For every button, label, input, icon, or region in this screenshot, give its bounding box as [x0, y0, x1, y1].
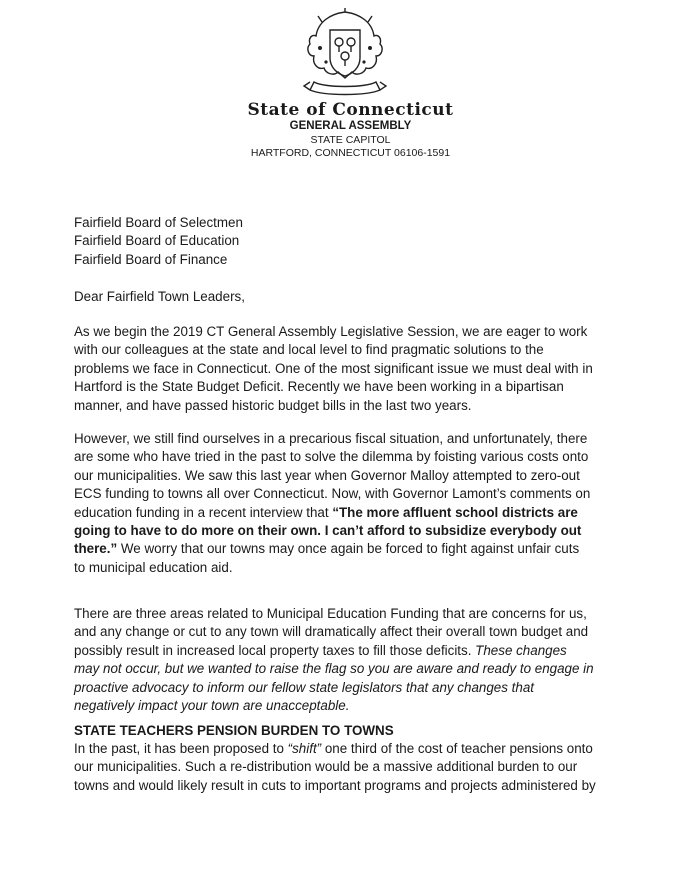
text-line	[74, 522, 614, 540]
text-line: Hartford is the State Budget Deficit. Recently we have been working in a bipartisan	[74, 379, 564, 395]
italic-segment: proactive advocacy to inform our fellow state legislators that any changes that	[74, 679, 534, 695]
text-segment: one third of the cost of teacher pensions onto	[321, 741, 593, 756]
text-line: with our colleagues at the state and local level to find pragmatic solutions to the	[74, 342, 544, 358]
text-line: are some who have tried in the past to solve the dilemma by foisting various costs onto	[74, 449, 589, 465]
section-heading: STATE TEACHERS PENSION BURDEN TO TOWNS	[74, 723, 394, 738]
paragraph-pension	[74, 740, 614, 795]
text-line: ECS funding to towns all over Connecticut. Now, with Governor Lamont’s comments on	[74, 486, 591, 502]
text-line: towns and would likely result in cuts to important programs and projects administered by	[74, 777, 596, 793]
governor-quote: going to have to do more on their own. I can’t afford to subsidize everybody out	[74, 523, 582, 539]
text-line: manner, and have passed historic budget bills in the last two years.	[74, 397, 472, 413]
text-line	[74, 697, 614, 715]
text-line	[74, 679, 614, 697]
text-line	[74, 504, 614, 522]
letterhead-address: HARTFORD, CONNECTICUT 06106-1591	[250, 147, 451, 159]
text-segment: education funding in a recent interview that	[74, 504, 333, 520]
text-segment: In the past, it has been proposed to	[74, 741, 288, 756]
text-segment: possibly result in increased local property taxes to fill those deficits.	[74, 642, 476, 658]
text-line: As we begin the 2019 CT General Assembly Legislative Session, we are eager to work	[74, 324, 588, 339]
text-line	[74, 642, 614, 660]
paragraph-concerns	[74, 605, 614, 715]
paragraph-intro	[74, 323, 614, 415]
text-line: problems we face in Connecticut. One of the most significant issue we must deal with in	[74, 360, 593, 376]
text-segment: We worry that our towns may once again be forced to fight against unfair cuts	[117, 541, 580, 557]
state-name: State of Connecticut	[247, 100, 454, 120]
recipient-line: Fairfield Board of Selectmen	[74, 215, 243, 230]
governor-quote: there.”	[74, 541, 118, 557]
recipient-block	[74, 214, 614, 269]
text-line: to municipal education aid.	[74, 559, 233, 575]
italic-segment: may not occur, but we wanted to raise the flag so you are aware and ready to engage in	[74, 661, 594, 677]
governor-quote: “The more affluent school districts are	[332, 504, 578, 520]
text-line	[74, 660, 614, 678]
italic-segment: negatively impact your town are unacceptable.	[74, 698, 350, 714]
recipient-line: Fairfield Board of Finance	[74, 251, 228, 267]
text-line: our municipalities. We saw this last year when Governor Malloy attempted to zero-out	[74, 467, 580, 483]
italic-segment: These changes	[475, 642, 567, 658]
state-seal-icon	[300, 8, 390, 104]
state-capitol-label: STATE CAPITOL	[310, 134, 391, 146]
recipient-line: Fairfield Board of Education	[74, 233, 240, 249]
text-line: and any change or cut to any town will dramatically affect their overall town budget and	[74, 624, 589, 640]
text-line	[74, 740, 614, 758]
general-assembly-label: GENERAL ASSEMBLY	[289, 120, 412, 132]
text-line	[74, 540, 614, 558]
paragraph-fiscal	[74, 430, 614, 577]
salutation: Dear Fairfield Town Leaders,	[74, 289, 245, 304]
italic-segment: “shift”	[287, 741, 322, 756]
text-line: There are three areas related to Municipal Education Funding that are concerns for us,	[74, 606, 587, 621]
text-line: our municipalities. Such a re-distribution would be a massive additional burden to our	[74, 759, 578, 775]
text-line: However, we still find ourselves in a precarious fiscal situation, and unfortunately, there	[74, 431, 588, 446]
